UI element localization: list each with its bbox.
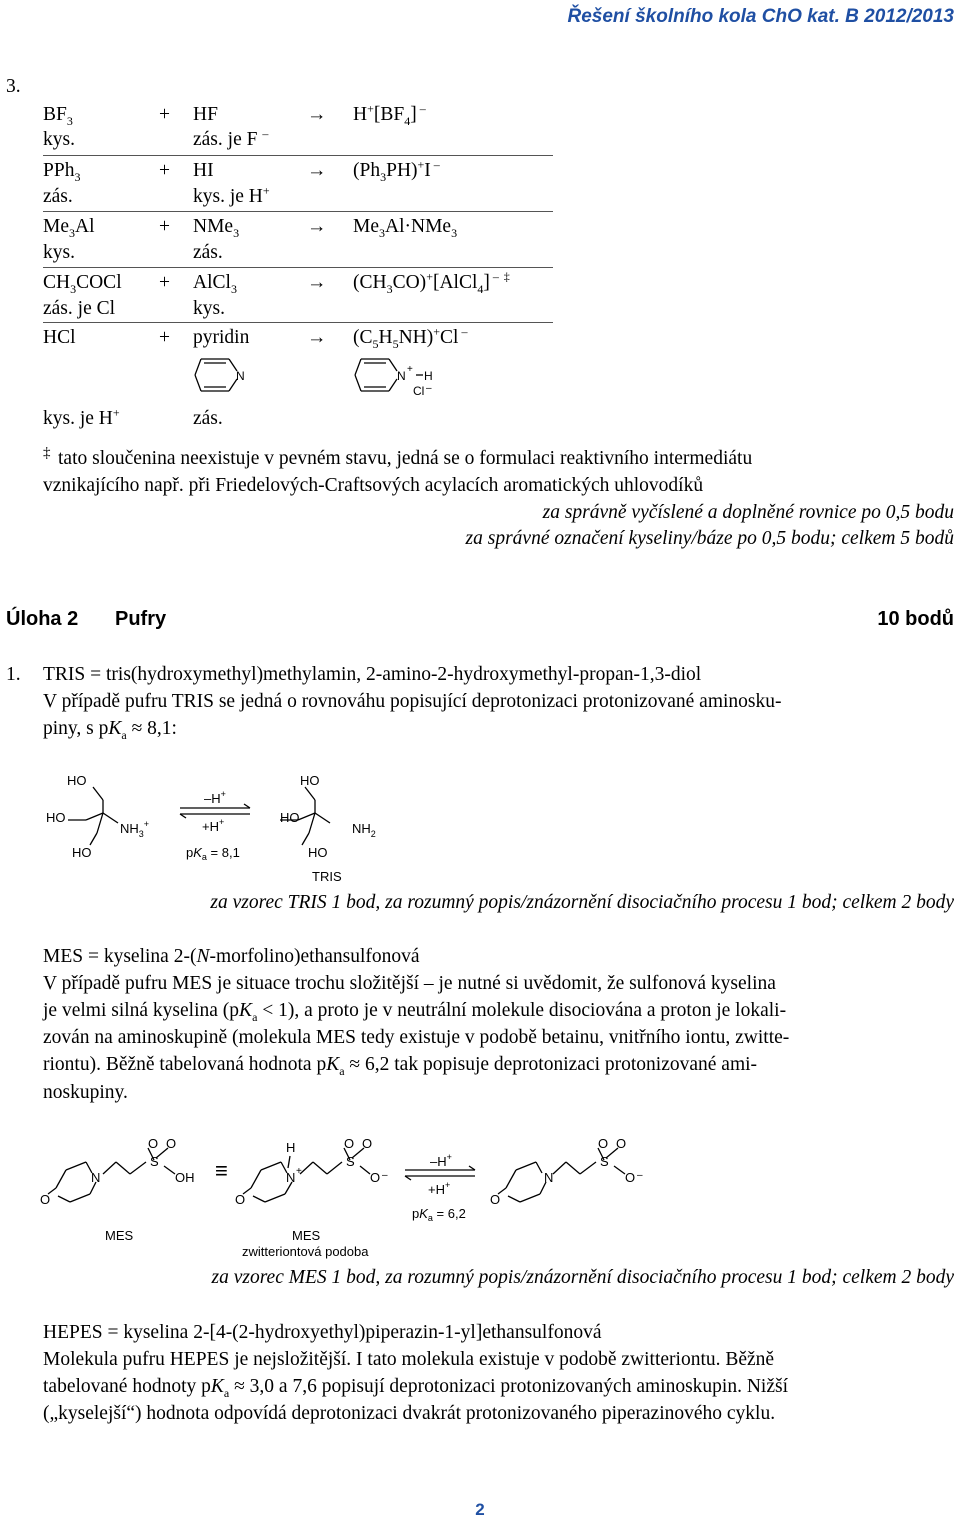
oxygen-label: O [344,1136,355,1151]
deprotonation-label: –H+ [204,789,226,806]
reaction-arrow: → [307,160,327,181]
oxygen-label: O [625,1170,636,1185]
oxygen-label: O [148,1136,159,1151]
ammonium-label: $NH_3^+$ [120,819,150,839]
pyridine-structure [193,353,253,399]
protonation-label: +H+ [202,817,225,834]
product: $Me_3Al\cdot NMe_3$ [353,216,458,240]
row-divider [43,267,553,268]
hydroxyl-label: HO [67,773,87,788]
paragraph-line: noskupiny. [43,1082,128,1103]
role-b: zás. [193,242,223,263]
compound-name: TRIS [312,869,342,884]
paragraph-line: piny, s $pK_a \approx 8,1$: [43,718,177,742]
reaction-arrow: → [307,272,327,293]
oxygen-label: O [40,1192,51,1207]
reactant-b: pyridin [193,327,250,348]
compound-name: zwitteriontová podoba [242,1244,369,1259]
task-title: Pufry [115,608,167,630]
paragraph-line: riontu). Běžně tabelovaná hodnota $pK_a \approx 6,2$ tak popisuje deprotonizaci protonizované ami- [43,1054,758,1078]
scoring-note: za správné označení kyseliny/báze po 0,5 bodu; celkem 5 bodů [465,528,954,549]
role-a: kys. [43,242,75,263]
charge-label: + [296,1166,302,1177]
pka-label: $pK_a = 6,2$ [412,1206,466,1223]
hydrogen-label: H [286,1140,296,1155]
scoring-note: za správně vyčíslené a doplněné rovnice po 0,5 bodu [542,502,954,523]
task-label: Úloha 2 [6,608,79,630]
protonation-label: +H+ [428,1180,451,1197]
charge-label: – [426,383,432,394]
hydroxyl-label: HO [308,845,328,860]
hydroxyl-label: HO [280,810,300,825]
scoring-note: za vzorec MES 1 bod, za rozumný popis/znázornění disociačního procesu 1 bod; celkem 2 body [211,1267,954,1288]
reactant-b: HI [193,160,214,181]
mes-equilibrium-scheme [30,1130,720,1260]
plus-sign: + [159,272,170,293]
reactant-a: $CH_3COCl$ [43,272,122,296]
charge-label: – [382,1170,388,1181]
tris-scheme [40,765,380,890]
footnote-text: vznikajícího např. při Friedelových-Craftsových acylacích aromatických uhlovodíků [43,475,704,496]
paragraph-line: je velmi silná kyselina $(pK_a < 1)$, a proto je v neutrální molekule disociována a proton je lokali- [43,1000,787,1024]
product: $(Ph_3PH)^+I$ – [353,157,440,184]
nitrogen-label: N [91,1170,101,1185]
row-divider [43,155,553,156]
paragraph-line: V případě pufru MES je situace trochu složitější – je nutné si uvědomit, že sulfonová kyselina [43,973,776,994]
paragraph-line: TRIS = tris(hydroxymethyl)methylamin, 2-amino-2-hydroxymethyl-propan-1,3-diol [43,664,702,685]
pyridinium-structure [353,353,453,399]
oxygen-label: O [598,1136,609,1151]
role-a: zás. [43,186,73,207]
equivalence-sign: ≡ [215,1158,228,1183]
sulfur-label: S [150,1154,159,1169]
role-a: zás. je Cl [43,298,116,319]
footnote-text: tato sloučenina neexistuje v pevném stavu, jedná se o formulaci reaktivního intermediátu [58,448,753,469]
product: $H^+[BF_4]$ – [353,101,426,128]
sulfur-label: S [600,1154,609,1169]
page-header: Řešení školního kola ChO kat. B 2012/2013 [567,6,954,27]
reactant-a: HCl [43,327,76,348]
role-b: kys. [193,298,225,319]
reactant-a: PPh$_3$ [43,160,81,184]
compound-name: MES [292,1228,321,1243]
reactant-a: $Me_3Al$ [43,216,95,240]
oxygen-label: O [370,1170,381,1185]
chloride-label: Cl [413,384,425,398]
nitrogen-label: N [236,369,245,383]
row-divider [43,211,553,212]
paragraph-line: HEPES = kyselina 2-[4-(2-hydroxyethyl)piperazin-1-yl]ethansulfonová [43,1322,602,1343]
oxygen-label: O [235,1192,246,1207]
reactant-b: HF [193,104,218,125]
reactant-b: AlCl$_3$ [193,272,237,296]
compound-name: MES [105,1228,134,1243]
product: $(CH_3CO)^+[AlCl_4]$ – ‡ [353,269,510,296]
nitrogen-label: N [286,1170,296,1185]
product: $(C_5H_5NH)^+Cl$ – [353,324,468,351]
task-points: 10 bodů [877,608,954,630]
reaction-arrow: → [307,216,327,237]
deprotonation-label: –H+ [430,1152,452,1169]
scoring-note: za vzorec TRIS 1 bod, za rozumný popis/znázornění disociačního procesu 1 bod; celkem 2 body [210,892,954,913]
nitrogen-label: N [397,369,406,383]
item-number: 1. [6,664,21,685]
oxygen-label: O [362,1136,373,1151]
paragraph-line: („kyselejší“) hodnota odpovídá deprotonizaci dvakrát protonizovaného piperazinového cyklu. [43,1403,776,1424]
paragraph-line: tabelované hodnoty $pK_a \approx 3,0$ a 7,6 popisují deprotonizaci protonizovaných aminoskupin. Nižší [43,1376,788,1400]
footnote-mark: ‡ [43,445,51,461]
role-b: zás. [193,408,223,429]
hydroxyl-label: HO [72,845,92,860]
paragraph-line: MES = kyselina 2-(N-morfolino)ethansulfonová [43,946,420,967]
plus-sign: + [159,327,170,348]
plus-sign: + [159,104,170,125]
role-b: zás. je F – [193,126,269,150]
paragraph-line: zován na aminoskupině (molekula MES tedy existuje v podobě betainu, vnitřního iontu, zwitte- [43,1027,790,1048]
reactant-b: NMe$_3$ [193,216,240,240]
charge-label: + [407,364,413,375]
hydroxyl-label: OH [175,1170,195,1185]
role-a: kys. je H+ [43,405,120,429]
oxygen-label: O [166,1136,177,1151]
reactant-a: $BF_3$ [43,104,73,128]
paragraph-line: Molekula pufru HEPES je nejsložitější. I tato molekula existuje v podobě zwitteriontu. Běžně [43,1349,775,1370]
role-a: kys. [43,129,75,150]
pka-label: $pK_a = 8,1$ [186,845,240,862]
plus-sign: + [159,216,170,237]
hydroxyl-label: HO [46,810,66,825]
hydroxyl-label: HO [300,773,320,788]
row-divider [43,322,553,323]
sulfur-label: S [346,1154,355,1169]
paragraph-line: V případě pufru TRIS se jedná o rovnováhu popisující deprotonizaci protonizované aminosku- [43,691,782,712]
oxygen-label: O [490,1192,501,1207]
reaction-arrow: → [307,104,327,125]
plus-sign: + [159,160,170,181]
charge-label: – [637,1170,643,1181]
nitrogen-label: N [544,1170,554,1185]
question-number: 3. [6,76,21,97]
role-b: kys. je H+ [193,183,270,207]
hydrogen-label: H [424,369,433,383]
amine-label: $NH_2$ [352,821,376,839]
reaction-arrow: → [307,327,327,348]
oxygen-label: O [616,1136,627,1151]
page-number: 2 [475,1500,485,1519]
